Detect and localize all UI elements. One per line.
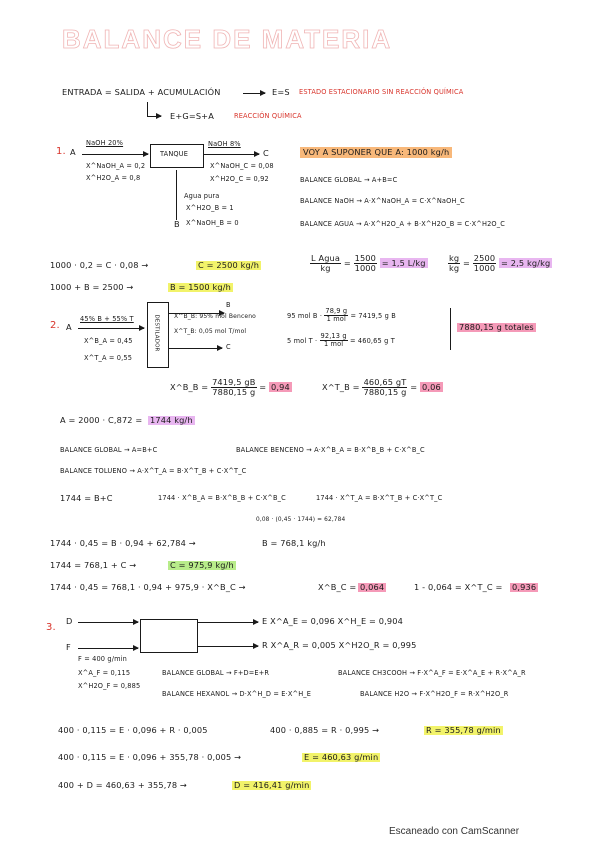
stream-a2: A	[66, 322, 72, 332]
p1-calc2: 1000 + B = 2500 →	[50, 282, 134, 292]
intro-line2-note: REACCIÓN QUÍMICA	[234, 112, 302, 120]
ratio1-frac-num: 1500	[354, 253, 377, 263]
intro-line1-result: E=S	[272, 87, 290, 97]
arrow	[168, 348, 222, 349]
intro-line2: E+G=S+A	[170, 111, 214, 121]
p2-calc1: 1744 · 0,45 = B · 0,94 + 62,784 →	[50, 538, 196, 548]
total-mass: 7880,15 g totales	[459, 322, 534, 332]
mol1-num: 78,9 g	[325, 307, 348, 315]
r-output: R X^A_R = 0,005 X^H2O_R = 0,995	[262, 640, 417, 650]
p3-bal-global: BALANCE GLOBAL → F+D=E+R	[162, 669, 270, 677]
p2-calc1-result: B = 768,1 kg/h	[262, 538, 326, 548]
arrow	[78, 622, 138, 623]
eq2: 1744 · X^B_A = B·X^B_B + C·X^B_C	[158, 494, 286, 502]
xt-result: 0,06	[422, 382, 441, 393]
p1-calc1: 1000 · 0,2 = C · 0,08 →	[50, 260, 149, 270]
p1-bal-global: BALANCE GLOBAL → A+B=C	[300, 176, 398, 184]
eq3: 1744 · X^T_A = B·X^T_B + C·X^T_C	[316, 494, 443, 502]
p1-bal-agua: BALANCE AGUA → A·X^H2O_A + B·X^H2O_B = C·X^H2O_C	[300, 220, 505, 228]
stream-d: D	[66, 616, 73, 626]
stream-c2: C	[226, 343, 231, 351]
mol2	[287, 333, 395, 349]
ratio2: $\frac{kg}{kg}$ = $\frac{2500}{1000}$ = 2,5 kg/kg	[449, 253, 551, 274]
intro-line1: ENTRADA = SALIDA + ACUMULACIÓN	[62, 87, 221, 97]
b-x1: X^H2O_B = 1	[186, 204, 234, 212]
e-output: E X^A_E = 0,096 X^H_E = 0,904	[262, 616, 403, 626]
b-x2: X^NaOH_B = 0	[186, 219, 239, 227]
ratio1-den: kg	[320, 263, 331, 274]
p2-calc4-result: 0,936	[512, 582, 537, 592]
mol2-den: 1 mol	[323, 340, 344, 349]
f-x2: X^H2O_F = 0,885	[78, 682, 141, 690]
page-title: BALANCE DE MATERIA	[62, 24, 393, 54]
a2-x1: X^B_A = 0,45	[84, 337, 133, 345]
p3-calc4-result: D = 416,41 g/min	[234, 780, 310, 790]
stream-b2: B	[226, 301, 231, 309]
arrow	[78, 328, 144, 329]
p3-calc1: 400 · 0,115 = E · 0,096 + R · 0,005	[58, 725, 208, 735]
arrow	[203, 154, 259, 155]
xt-fraction: X^T_B = $\frac{460,65 gT}{7880,15 g}$ = 0,06	[322, 377, 441, 398]
ratio2-den: kg	[449, 263, 460, 274]
p3-bal-h2o: BALANCE H2O → F·X^H2O_F = R·X^H2O_R	[360, 690, 509, 698]
p2-bal-tolueno: BALANCE TOLUENO → A·X^T_A = B·X^T_B + C·X^T_C	[60, 467, 247, 475]
stream-a: A	[70, 147, 76, 157]
eq1: 1744 = B+C	[60, 493, 113, 503]
arrow	[82, 154, 148, 155]
intro-line1-note: ESTADO ESTACIONARIO SIN REACCIÓN QUÍMICA	[299, 88, 464, 96]
ratio1-result: = 1,5 L/kg	[381, 258, 426, 269]
arrow	[147, 116, 161, 117]
xb-fraction: X^B_B = $\frac{7419,5 gB}{7880,15 g}$ = 0,94	[170, 377, 290, 398]
b2-x2: X^T_B: 0,05 mol T/mol	[174, 328, 247, 335]
scanner-footer: Escaneado con CamScanner	[389, 826, 520, 837]
b2-x1: X^B_B: 95% mol Benceno	[174, 313, 257, 320]
mol2-num: 92,13 g	[320, 332, 347, 340]
connector	[147, 102, 148, 116]
xb-label: X^B_B =	[170, 382, 209, 393]
arrow	[198, 646, 258, 647]
problem-number-3: 3.	[46, 622, 56, 633]
p3-bal-acetic: BALANCE CH3COOH → F·X^A_F = E·X^A_E + R·X^A_R	[338, 669, 526, 677]
mol2-result: = 460,65 g T	[349, 336, 395, 345]
mol1-label: 95 mol B ·	[287, 311, 323, 320]
arrow	[78, 648, 138, 649]
ratio2-result: = 2,5 kg/kg	[500, 258, 551, 269]
p1-calc1-result: C = 2500 kg/h	[198, 260, 260, 270]
p3-calc2-result: R = 355,78 g/min	[426, 725, 501, 735]
a2-label: 45% B + 55% T	[80, 315, 134, 323]
xb-den: 7880,15 g	[212, 387, 256, 398]
bracket	[450, 308, 451, 350]
assumption: VOY A SUPONER QUE A: 1000 kg/h	[300, 147, 452, 158]
arrow	[243, 93, 265, 94]
destilador-label: DESTILADOR	[153, 314, 160, 352]
p2-bal-benceno: BALANCE BENCENO → A·X^B_A = B·X^B_B + C·X^B_C	[236, 446, 425, 454]
stream-c: C	[263, 148, 269, 158]
p1-bal-naoh: BALANCE NaOH → A·X^NaOH_A = C·X^NaOH_C	[300, 197, 465, 205]
a2-x2: X^T_A = 0,55	[84, 354, 133, 362]
p3-calc3-result: E = 460,63 g/min	[304, 752, 379, 762]
c-x2: X^H2O_C = 0,92	[210, 175, 269, 183]
p2-calc4: 1 - 0,064 = X^T_C =	[414, 582, 503, 592]
p2-calc2-result: C = 975,9 kg/h	[170, 560, 234, 570]
xt-label: X^T_B =	[322, 382, 360, 393]
connector	[176, 170, 177, 220]
ratio2-num: kg	[449, 253, 460, 263]
c-x1: X^NaOH_C = 0,08	[210, 162, 274, 170]
stream-f: F	[66, 642, 71, 652]
tank-label: TANQUE	[160, 150, 189, 158]
ratio1-num: L Agua	[311, 253, 341, 263]
problem-number-1: 1.	[56, 146, 66, 157]
xb-num: 7419,5 gB	[212, 377, 256, 387]
a-calc-result: 1744 kg/h	[150, 415, 193, 425]
mol1-den: 1 mol	[326, 315, 346, 324]
b-label: Agua pura	[184, 192, 220, 200]
p3-calc4: 400 + D = 460,63 + 355,78 →	[58, 780, 187, 790]
p3-calc2: 400 · 0,885 = R · 0,995 →	[270, 725, 380, 735]
ratio2-frac-num: 2500	[473, 253, 496, 263]
extractor-box	[140, 619, 198, 653]
eq2-sub: 0,08 · (0,45 · 1744) = 62,784	[256, 517, 346, 523]
ratio1-frac-den: 1000	[354, 263, 377, 274]
a-x1: X^NaOH_A = 0,2	[86, 162, 146, 170]
xt-den: 7880,15 g	[363, 387, 407, 398]
p2-calc3-result: 0,064	[360, 582, 385, 592]
arrow	[198, 622, 258, 623]
p2-calc3-label: X^B_C =	[318, 582, 357, 592]
a-calc: A = 2000 · C,872 =	[60, 415, 143, 425]
p1-calc2-result: B = 1500 kg/h	[170, 282, 231, 292]
f-x1: X^A_F = 0,115	[78, 669, 131, 677]
stream-b: B	[174, 219, 180, 229]
f-x0: F = 400 g/min	[78, 655, 127, 663]
p3-bal-hexanol: BALANCE HEXANOL → D·X^H_D = E·X^H_E	[162, 690, 312, 698]
ratio2-frac-den: 1000	[473, 263, 496, 274]
xt-num: 460,65 gT	[363, 377, 407, 387]
mol2-label: 5 mol T ·	[287, 336, 318, 345]
p2-bal-global: BALANCE GLOBAL → A=B+C	[60, 446, 158, 454]
c-label: NaOH 8%	[208, 140, 241, 148]
problem-number-2: 2.	[50, 320, 60, 331]
mol1	[287, 308, 396, 324]
xb-result: 0,94	[271, 382, 290, 393]
p2-calc2: 1744 = 768,1 + C →	[50, 560, 137, 570]
p2-calc3: 1744 · 0,45 = 768,1 · 0,94 + 975,9 · X^B_C →	[50, 582, 246, 592]
p3-calc3: 400 · 0,115 = E · 0,096 + 355,78 · 0,005 →	[58, 752, 242, 762]
a-label: NaOH 20%	[86, 139, 124, 147]
ratio1: $\frac{\text{L Agua}}{kg}$ = $\frac{1500}{1000}$ = 1,5 L/kg	[311, 253, 426, 274]
a-x2: X^H2O_A = 0,8	[86, 174, 141, 182]
mol1-result: = 7419,5 g B	[350, 311, 396, 320]
